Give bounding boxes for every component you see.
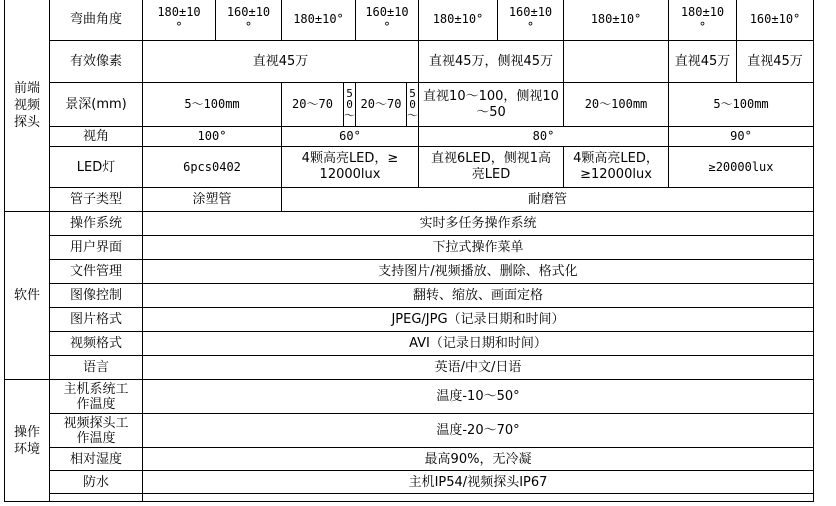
row-label: 防水 <box>50 471 143 494</box>
table-row <box>5 414 814 448</box>
row-label: 相对湿度 <box>50 448 143 471</box>
row-label: 用户界面 <box>50 236 143 260</box>
cell-value: AVI（记录日期和时间） <box>143 332 814 356</box>
cell-value: 主机IP54/视频探头IP67 <box>143 471 814 494</box>
row-label-bend-angle: 弯曲角度 <box>50 0 143 41</box>
cell-value: 支持图片/视频播放、删除、格式化 <box>143 260 814 284</box>
row-label: 视频探头工 作温度 <box>50 414 143 448</box>
table-row <box>5 308 814 332</box>
cell-value: 20～70 <box>282 83 344 127</box>
row-label-led: LED灯 <box>50 147 143 188</box>
row-label: 语言 <box>50 356 143 380</box>
cell-value <box>564 41 669 83</box>
cell-value: 4颗高亮LED，≥ 12000lux <box>282 147 419 188</box>
cell-value: 160±10 ° <box>356 0 419 41</box>
table-row <box>5 284 814 308</box>
cell-value: 英语/中文/日语 <box>143 356 814 380</box>
table-row <box>5 380 814 414</box>
cell-value: 5～100mm <box>143 83 282 127</box>
cell-value: 80° <box>419 127 669 147</box>
table-row <box>5 212 814 236</box>
cell-value: 翻转、缩放、画面定格 <box>143 284 814 308</box>
cell-value: 直视45万，侧视45万 <box>419 41 564 83</box>
table-row-partial <box>5 494 814 502</box>
cell-value: 100° <box>143 127 282 147</box>
table-row <box>5 188 814 212</box>
cell-value: 180±10° <box>564 0 669 41</box>
spec-table <box>4 0 814 502</box>
row-label: 图像控制 <box>50 284 143 308</box>
row-label: 文件管理 <box>50 260 143 284</box>
cell-value: 直视45万 <box>143 41 419 83</box>
row-label: 图片格式 <box>50 308 143 332</box>
table-row <box>5 332 814 356</box>
cell-value: JPEG/JPG（记录日期和时间） <box>143 308 814 332</box>
table-row <box>5 83 814 127</box>
row-label-view-angle: 视角 <box>50 127 143 147</box>
cell-value: 温度-10～50° <box>143 380 814 414</box>
cell-value: 实时多任务操作系统 <box>143 212 814 236</box>
row-label-tube-type: 管子类型 <box>50 188 143 212</box>
table-row <box>5 236 814 260</box>
cell-value: 60° <box>282 127 419 147</box>
table-row <box>5 356 814 380</box>
group-label-front-probe: 前端 视频 探头 <box>5 0 50 212</box>
cell-value: 90° <box>669 127 814 147</box>
table-row <box>5 260 814 284</box>
cell-value: ≥20000lux <box>669 147 814 188</box>
cell-value: 4颗高亮LED， ≥12000lux <box>564 147 669 188</box>
cell-value: 5 0 ～ <box>407 83 419 127</box>
cell-value: 180±10 ° <box>143 0 216 41</box>
cell-value: 直视10～100，侧视10 ～50 <box>419 83 564 127</box>
cell-value: 涂塑管 <box>143 188 282 212</box>
table-row <box>5 471 814 494</box>
group-label-environment: 操作 环境 <box>5 380 50 502</box>
cell-value: 180±10 ° <box>669 0 737 41</box>
row-label-effective-pixels: 有效像素 <box>50 41 143 83</box>
cell-value: 160±10 ° <box>498 0 564 41</box>
cell-value: 5 0 ～ <box>344 83 356 127</box>
cell-value: 直视45万 <box>737 41 814 83</box>
row-label-empty <box>50 494 143 502</box>
cell-value: 20～70 <box>356 83 407 127</box>
row-label: 操作系统 <box>50 212 143 236</box>
cell-value: 160±10 ° <box>216 0 282 41</box>
table-row <box>5 127 814 147</box>
cell-value: 直视45万 <box>669 41 737 83</box>
cell-value: 直视6LED，侧视1高 亮LED <box>419 147 564 188</box>
cell-value: 6pcs0402 <box>143 147 282 188</box>
row-label-depth-of-field: 景深(mm) <box>50 83 143 127</box>
cell-value: 180±10° <box>282 0 356 41</box>
row-label: 主机系统工 作温度 <box>50 380 143 414</box>
cell-empty <box>143 494 814 502</box>
cell-value: 下拉式操作菜单 <box>143 236 814 260</box>
cell-value: 160±10° <box>737 0 814 41</box>
cell-value: 最高90%，无冷凝 <box>143 448 814 471</box>
table-row <box>5 0 814 41</box>
cell-value: 温度-20～70° <box>143 414 814 448</box>
table-row <box>5 448 814 471</box>
row-label: 视频格式 <box>50 332 143 356</box>
table-row <box>5 147 814 188</box>
cell-value: 耐磨管 <box>282 188 814 212</box>
cell-value: 180±10° <box>419 0 498 41</box>
table-row <box>5 41 814 83</box>
group-label-software: 软件 <box>5 212 50 380</box>
cell-value: 5～100mm <box>669 83 814 127</box>
cell-value: 20～100mm <box>564 83 669 127</box>
